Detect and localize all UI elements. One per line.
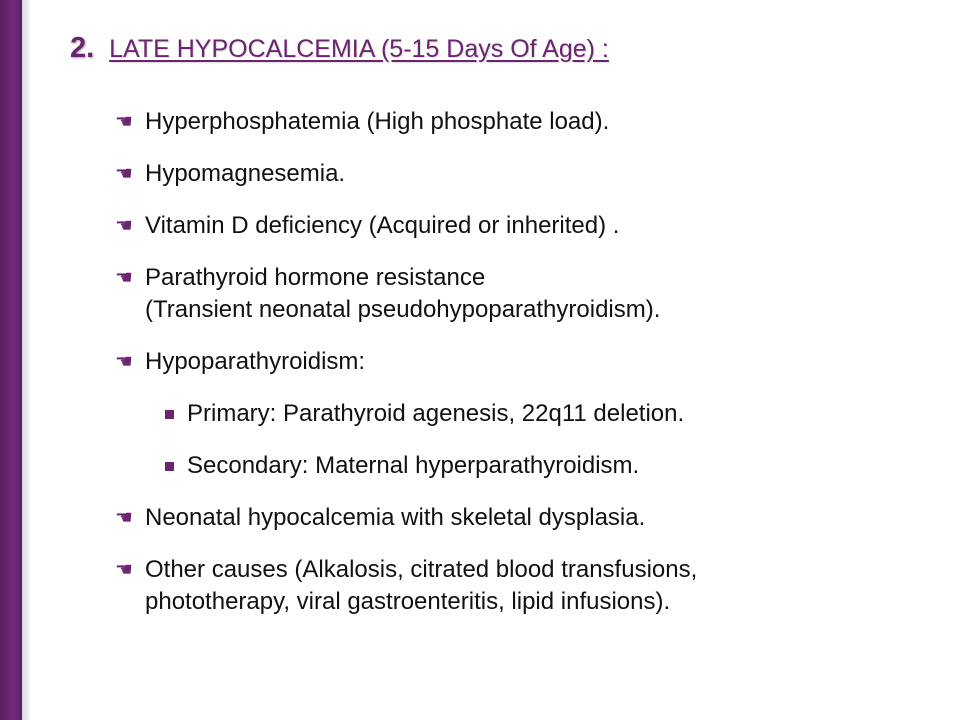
bullet-text-continued: (Transient neonatal pseudohypoparathyroidism). — [145, 296, 661, 323]
square-bullet-icon — [165, 450, 187, 482]
sub-bullet-secondary — [165, 450, 935, 482]
bullet-text: Hypomagnesemia. — [145, 160, 346, 187]
bullet-item-vitamin-d — [115, 210, 935, 242]
bullet-text: Hypoparathyroidism: — [145, 348, 366, 375]
bullet-list — [115, 106, 935, 638]
bullet-text: Neonatal hypocalcemia with skeletal dysplasia. — [145, 504, 646, 531]
sub-bullet-primary — [165, 398, 935, 430]
sub-bullet-text: Secondary: Maternal hyperparathyroidism. — [187, 452, 640, 479]
bullet-item-other-causes — [115, 554, 935, 618]
hand-pointer-icon: ☚ — [115, 351, 133, 373]
hand-pointer-icon: ☚ — [115, 163, 133, 185]
bullet-item-hyperphosphatemia — [115, 106, 935, 138]
title-text: LATE HYPOCALCEMIA (5-15 Days Of Age) : — [109, 35, 609, 63]
hand-pointer-icon: ☚ — [115, 267, 133, 289]
bullet-text-continued: phototherapy, viral gastroenteritis, lipid infusions). — [145, 588, 671, 615]
sub-bullet-text: Primary: Parathyroid agenesis, 22q11 deletion. — [187, 400, 685, 427]
title-number: 2. — [70, 32, 95, 64]
bullet-item-pth-resistance — [115, 262, 935, 326]
slide-title — [70, 32, 609, 65]
hand-pointer-icon: ☚ — [115, 215, 133, 237]
bullet-text: Vitamin D deficiency (Acquired or inherited) . — [145, 212, 620, 239]
left-accent-bar — [0, 0, 22, 720]
hand-pointer-icon: ☚ — [115, 559, 133, 581]
bullet-item-skeletal-dysplasia — [115, 502, 935, 534]
bullet-text: Parathyroid hormone resistance — [145, 264, 486, 291]
hand-pointer-icon: ☚ — [115, 111, 133, 133]
bullet-item-hypoparathyroidism — [115, 346, 935, 378]
hand-pointer-icon: ☚ — [115, 507, 133, 529]
square-bullet-icon — [165, 398, 187, 430]
bullet-item-hypomagnesemia — [115, 158, 935, 190]
bullet-text: Other causes (Alkalosis, citrated blood transfusions, — [145, 556, 698, 583]
bullet-text: Hyperphosphatemia (High phosphate load). — [145, 108, 610, 135]
left-bar-edge — [22, 0, 30, 720]
